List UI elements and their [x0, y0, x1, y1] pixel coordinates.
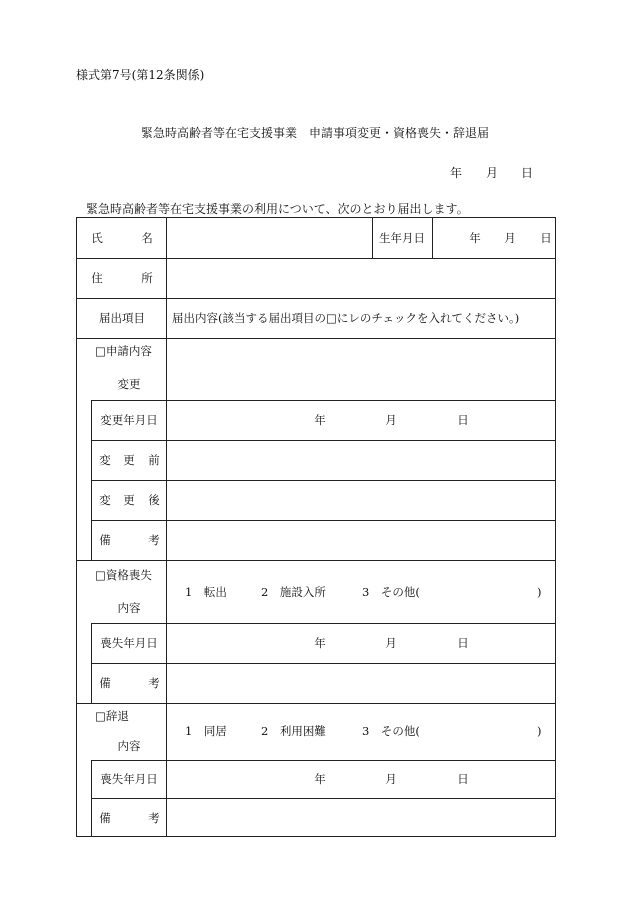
withdraw-other-close-paren: )	[537, 724, 542, 738]
after-label-1: 変	[99, 493, 111, 507]
document-title: 緊急時高齢者等在宅支援事業 申請事項変更・資格喪失・辞退届	[140, 126, 489, 140]
withdraw-option-other[interactable]: 3 その他(	[362, 724, 420, 738]
notification-form-table	[76, 217, 556, 837]
loss-checkbox-label[interactable]: □資格喪失	[95, 568, 152, 582]
loss-option-facility[interactable]: 2 施設入所	[261, 585, 326, 599]
loss-remarks-label-b: 考	[148, 676, 160, 690]
birthdate-label: 生年月日	[379, 231, 425, 245]
loss-date-year: 年	[314, 636, 326, 650]
address-field[interactable]	[168, 259, 554, 297]
withdraw-remarks-label-b: 考	[148, 811, 160, 825]
after-label-2: 更	[123, 493, 135, 507]
withdraw-date-day: 日	[457, 772, 469, 786]
change-checkbox-label[interactable]: □申請内容	[95, 344, 152, 358]
change-date-year: 年	[314, 413, 326, 427]
withdraw-remarks-field[interactable]	[168, 800, 554, 835]
loss-checkbox-sublabel: 内容	[117, 601, 141, 615]
change-date-day: 日	[457, 413, 469, 427]
loss-date-label: 喪失年月日	[100, 636, 158, 650]
withdraw-date-month: 月	[385, 772, 397, 786]
change-remarks-label-a: 備	[99, 533, 111, 547]
birth-month-label: 月	[504, 231, 516, 245]
loss-remarks-label-a: 備	[99, 676, 111, 690]
date-day-label: 日	[521, 166, 534, 180]
change-remarks-label-b: 考	[148, 533, 160, 547]
name-field[interactable]	[168, 219, 371, 257]
name-label-b: 名	[141, 231, 153, 245]
loss-option-moving-out[interactable]: 1 転出	[185, 585, 227, 599]
loss-date-month: 月	[385, 636, 397, 650]
before-label-1: 変	[99, 453, 111, 467]
withdraw-option-cohabit[interactable]: 1 同居	[185, 724, 227, 738]
loss-date-day: 日	[457, 636, 469, 650]
birth-day-label: 日	[540, 231, 552, 245]
change-remarks-field[interactable]	[168, 521, 554, 559]
notification-content-instruction: 届出内容(該当する届出項目の□にレのチェックを入れてください。)	[172, 311, 520, 325]
change-date-label: 変更年月日	[100, 413, 158, 427]
address-label-b: 所	[141, 271, 153, 285]
date-year-label: 年	[450, 166, 463, 180]
change-content-field[interactable]	[168, 339, 554, 399]
loss-option-other[interactable]: 3 その他(	[362, 585, 420, 599]
date-month-label: 月	[486, 166, 499, 180]
before-label-3: 前	[148, 453, 160, 467]
withdraw-date-year: 年	[314, 772, 326, 786]
loss-remarks-field[interactable]	[168, 664, 554, 702]
address-label-a: 住	[91, 271, 103, 285]
before-label-2: 更	[123, 453, 135, 467]
change-date-month: 月	[385, 413, 397, 427]
withdraw-date-label: 喪失年月日	[100, 772, 158, 786]
notification-item-label: 届出項目	[99, 311, 145, 325]
intro-text: 緊急時高齢者等在宅支援事業の利用について、次のとおり届出します。	[86, 202, 469, 216]
birthdate-field[interactable]	[434, 219, 554, 257]
form-number: 様式第7号(第12条関係)	[76, 68, 205, 82]
birth-year-label: 年	[469, 231, 481, 245]
after-field[interactable]	[168, 481, 554, 519]
change-checkbox-sublabel: 変更	[117, 377, 141, 391]
withdraw-remarks-label-a: 備	[99, 811, 111, 825]
name-label-a: 氏	[91, 231, 103, 245]
after-label-3: 後	[148, 493, 160, 507]
before-field[interactable]	[168, 441, 554, 479]
withdraw-option-difficulty[interactable]: 2 利用困難	[261, 724, 326, 738]
loss-other-close-paren: )	[537, 585, 542, 599]
withdraw-checkbox-label[interactable]: □辞退	[95, 709, 129, 723]
withdraw-checkbox-sublabel: 内容	[117, 739, 141, 753]
